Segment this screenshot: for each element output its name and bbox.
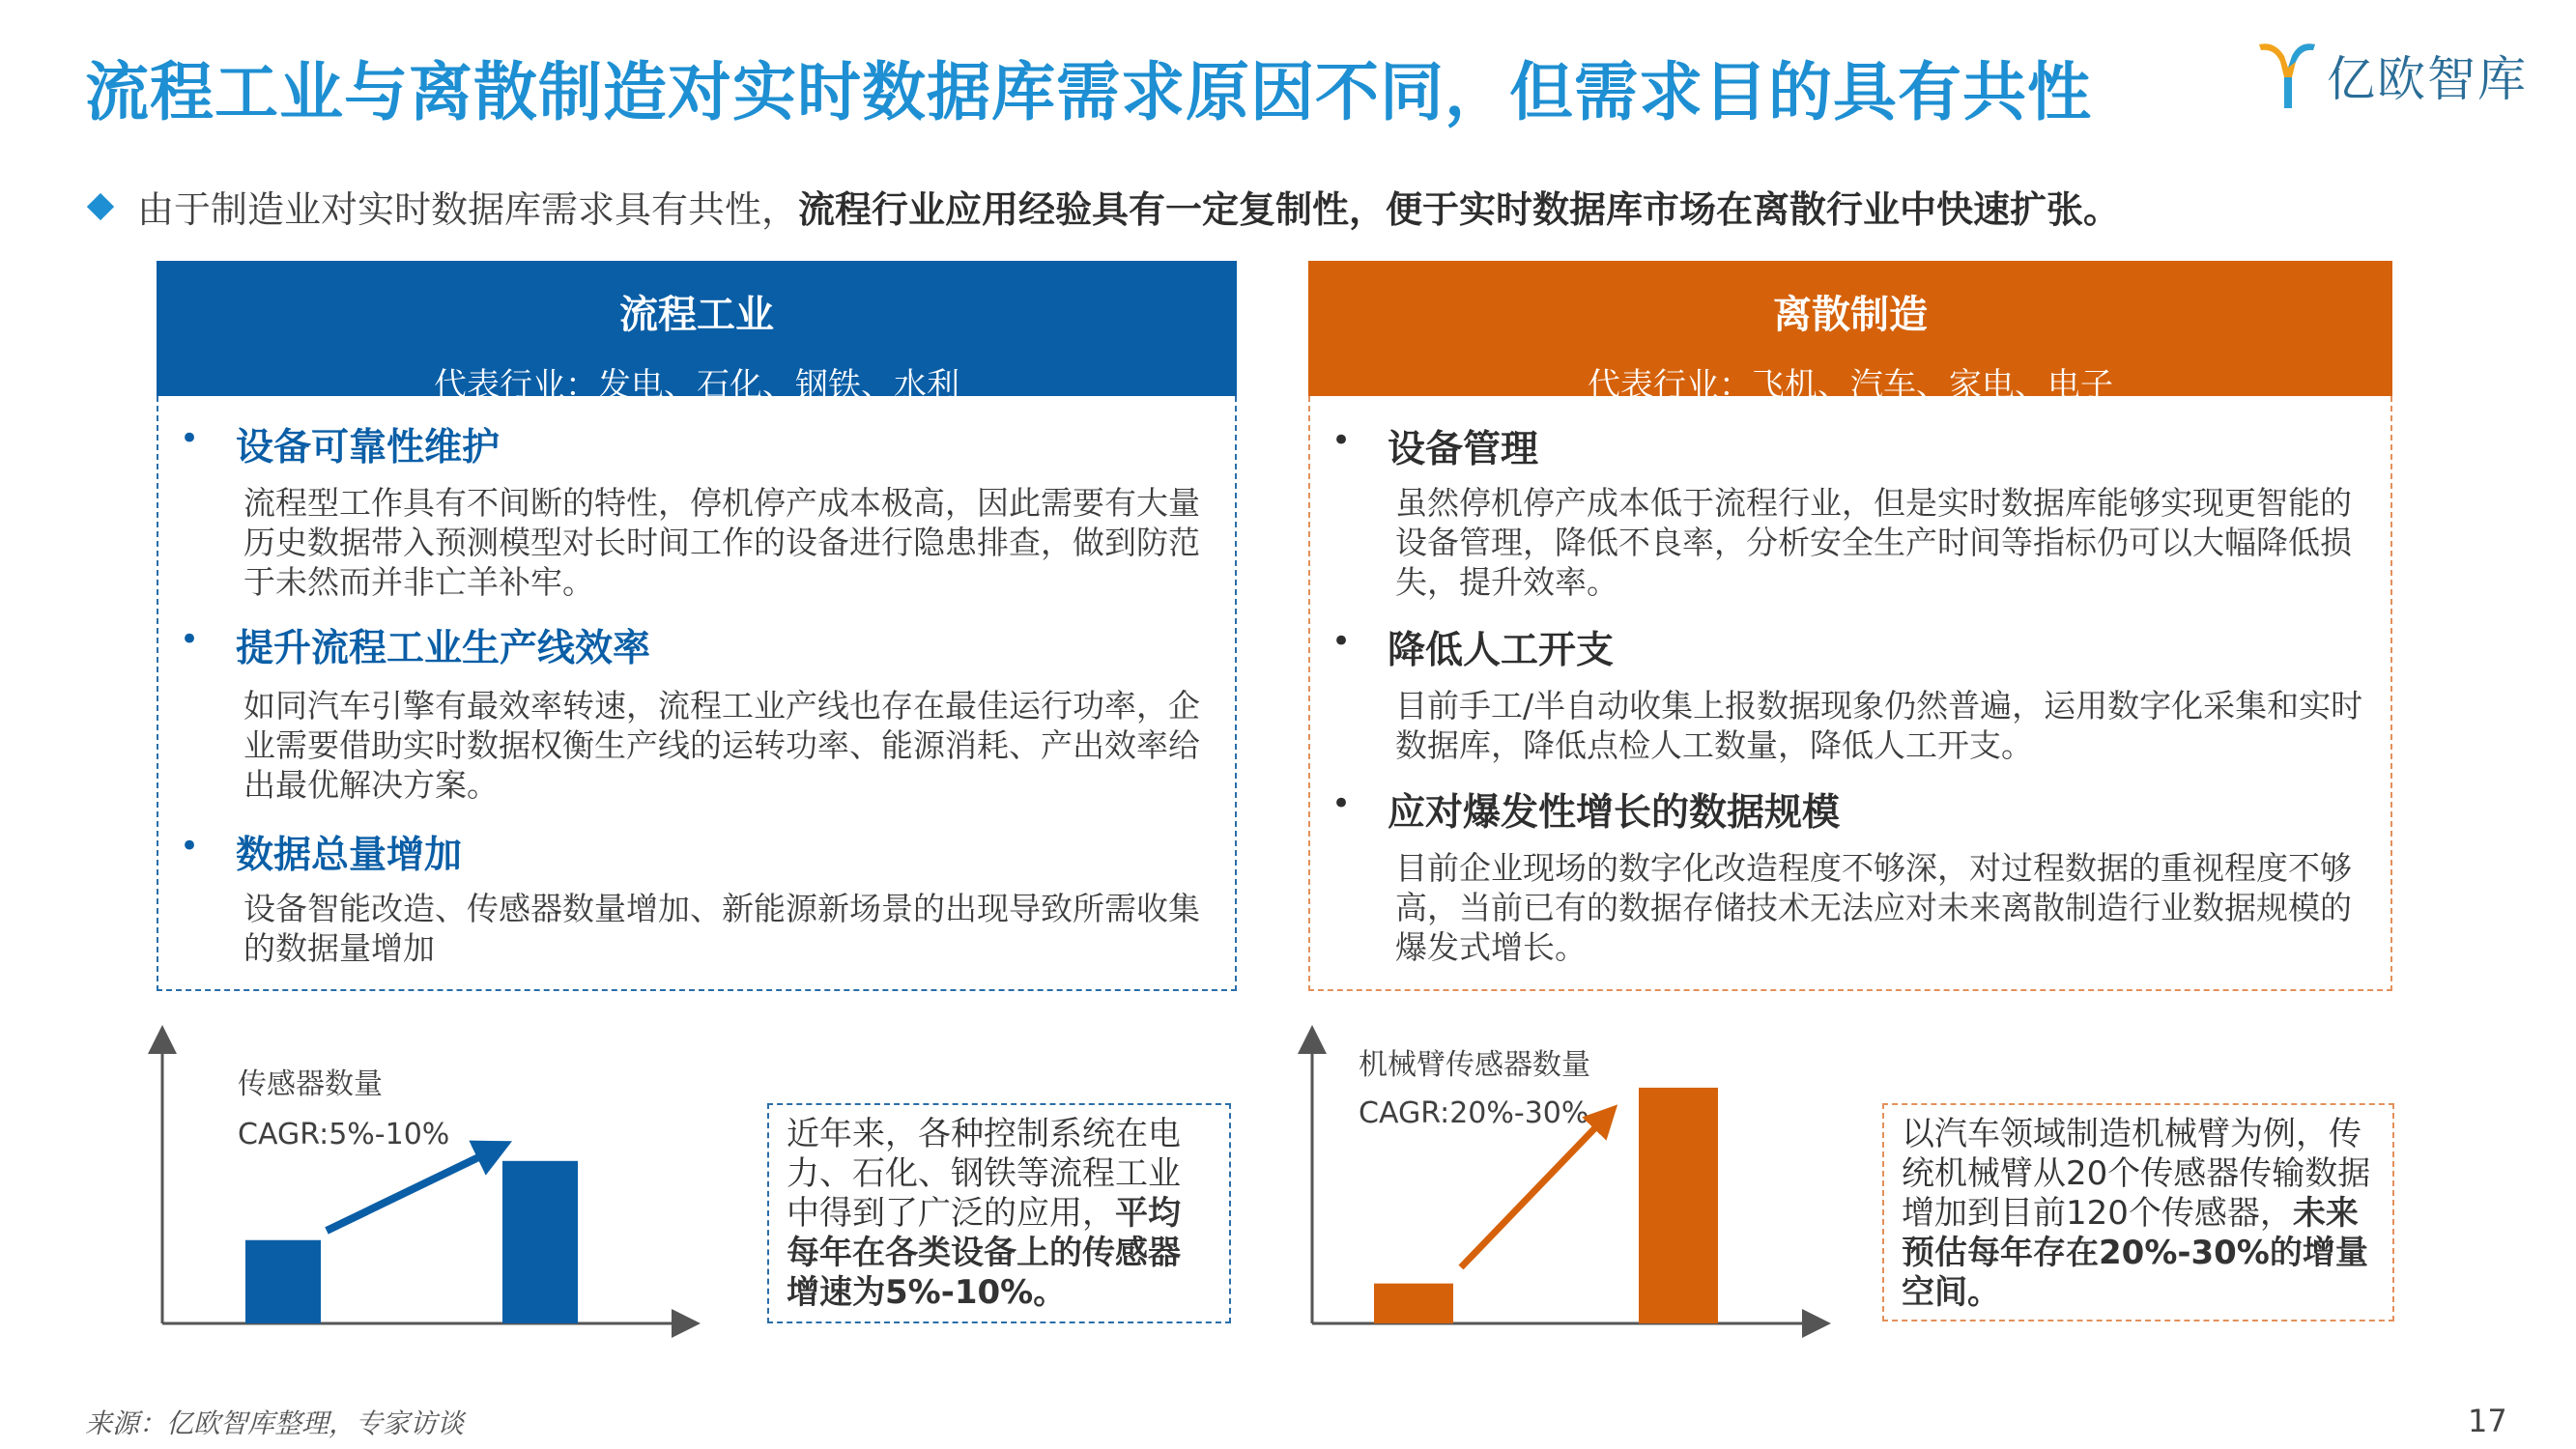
right-robot-arm-chart (1295, 1024, 1836, 1343)
right-item-3-desc: 目前企业现场的数字化改造程度不够深，对过程数据的重视程度不够高，当前已有的数据存储技术无法应对未来离散制造行业数据规模的爆发式增长。 (1395, 849, 2352, 966)
right-item-1-desc: 虽然停机停产成本低于流程行业，但是实时数据库能够实现更智能的设备管理，降低不良率，分析安全生产时间等指标仍可以大幅降低损失，提升效率。 (1395, 484, 2352, 601)
bullet-icon: • (1331, 622, 1352, 661)
bullet-icon: • (180, 827, 200, 866)
right-note-text: 以汽车领域制造机械臂为例，传统机械臂从20个传感器传输数据增加到目前120个传感器， (1902, 1115, 2371, 1233)
right-item-2-desc: 目前手工/半自动收集上报数据现象仍然普遍，运用数字化采集和实时数据库，降低点检人工数量，降低人工开支。 (1395, 687, 2363, 764)
growth-arrow (327, 1150, 495, 1231)
bar-after (1639, 1088, 1718, 1323)
left-panel-industries: 代表行业：发电、石化、钢铁、水利 (434, 366, 959, 405)
source-note: 来源：亿欧智库整理，专家访谈 (85, 1407, 465, 1439)
left-panel-title: 流程工业 (619, 293, 774, 337)
bar-before (245, 1240, 321, 1323)
right-panel-industries: 代表行业：飞机、汽车、家电、电子 (1588, 366, 2113, 405)
left-panel-header (157, 261, 1237, 405)
page-title: 流程工业与离散制造对实时数据库需求原因不同，但需求目的具有共性 (85, 55, 2092, 129)
left-note-bold: 平均每年在各类设备上的传感器增速为5%-10%。 (787, 1194, 1181, 1312)
right-item-3-title: 应对爆发性增长的数据规模 (1388, 791, 1841, 835)
diamond-bullet-icon (87, 192, 114, 219)
bar-before (1374, 1284, 1453, 1323)
bullet-icon: • (1331, 784, 1352, 823)
bullet-icon: • (180, 620, 200, 659)
logo-text: 亿欧智库 (2327, 51, 2528, 107)
yiou-logo-icon (2255, 39, 2319, 112)
bar-after (502, 1161, 578, 1323)
right-panel-body (1308, 396, 2392, 991)
left-item-3-title: 数据总量增加 (236, 834, 463, 877)
right-note (1882, 1103, 2394, 1321)
right-item-1-title: 设备管理 (1388, 428, 1539, 471)
page-number: 17 (2468, 1403, 2507, 1439)
subtitle (85, 180, 2120, 233)
bullet-icon: • (1331, 421, 1352, 460)
chart-cagr-label: CAGR:20%-30% (1359, 1096, 1589, 1130)
left-item-3-desc: 设备智能改造、传感器数量增加、新能源新场景的出现导致所需收集的数据量增加 (243, 890, 1200, 967)
left-item-1-desc: 流程型工作具有不间断的特性，停机停产成本极高，因此需要有大量历史数据带入预测模型对长时间工作的设备进行隐患排查，做到防范于未然而并非亡羊补牢。 (243, 484, 1200, 601)
left-panel-body (157, 396, 1237, 991)
left-item-1-title: 设备可靠性维护 (236, 426, 501, 469)
left-sensor-chart (145, 1024, 705, 1343)
right-note-bold: 未来预估每年存在20%-30%的增量空间。 (1902, 1194, 2368, 1312)
subtitle-normal: 由于制造业对实时数据库需求具有共性， (137, 188, 799, 231)
growth-arrow (1461, 1117, 1606, 1267)
right-panel-title: 离散制造 (1773, 293, 1928, 337)
subtitle-bold: 流程行业应用经验具有一定复制性，便于实时数据库市场在离散行业中快速扩张。 (798, 188, 2121, 231)
bullet-icon: • (180, 419, 200, 458)
left-item-2-title: 提升流程工业生产线效率 (236, 627, 651, 670)
chart-cagr-label: CAGR:5%-10% (238, 1118, 450, 1151)
brand-logo (2255, 37, 2528, 114)
chart-title: 传感器数量 (238, 1067, 383, 1101)
right-panel-header (1308, 261, 2392, 405)
chart-title: 机械臂传感器数量 (1359, 1048, 1590, 1082)
right-item-2-title: 降低人工开支 (1388, 629, 1615, 672)
left-note-text: 近年来，各种控制系统在电力、石化、钢铁等流程工业中得到了广泛的应用， (787, 1115, 1181, 1233)
left-item-2-desc: 如同汽车引擎有最效率转速，流程工业产线也存在最佳运行功率，企业需要借助实时数据权衡生产线的运转功率、能源消耗、产出效率给出最优解决方案。 (243, 687, 1200, 804)
left-note (767, 1103, 1231, 1323)
